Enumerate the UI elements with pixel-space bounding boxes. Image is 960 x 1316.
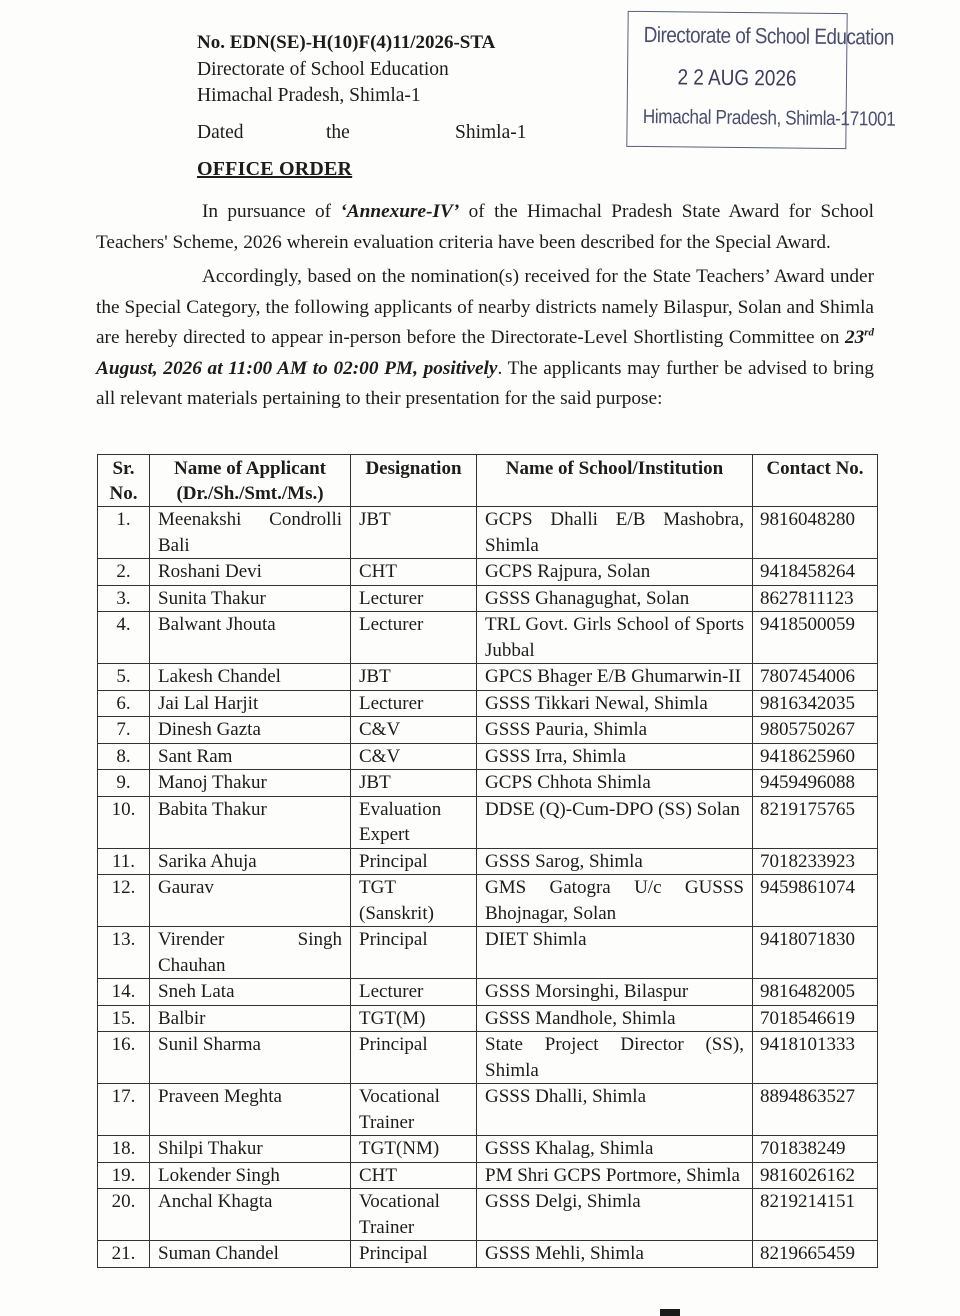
para1-post: of the Himachal Pradesh State Award for School Teachers' Scheme, 2026 wherein evaluation criteria have been described for the Special Award. bbox=[96, 201, 875, 253]
header-school: Name of School/Institution bbox=[477, 455, 753, 507]
table-row bbox=[98, 664, 878, 691]
name-cell: Anchal Khagta bbox=[150, 1189, 351, 1241]
table-body bbox=[98, 507, 878, 1268]
table-row bbox=[98, 1032, 878, 1084]
table-row bbox=[98, 979, 878, 1006]
sr-cell: 19. bbox=[98, 1162, 150, 1189]
contact-cell: 8894863527 bbox=[753, 1084, 878, 1136]
ink-mark bbox=[660, 1309, 680, 1316]
contact-cell: 9816482005 bbox=[753, 979, 878, 1006]
para1-annexure: ‘Annexure-IV’ bbox=[340, 201, 460, 222]
school-cell: PM Shri GCPS Portmore, Shimla bbox=[477, 1162, 753, 1189]
designation-cell: Vocational Trainer bbox=[351, 1084, 477, 1136]
paragraph-2 bbox=[96, 262, 874, 415]
contact-cell: 9418101333 bbox=[753, 1032, 878, 1084]
received-stamp bbox=[626, 11, 896, 149]
school-cell: GSSS Sarog, Shimla bbox=[477, 848, 753, 875]
contact-cell: 7018233923 bbox=[753, 848, 878, 875]
designation-cell: C&V bbox=[351, 717, 477, 744]
para1-pre: In pursuance of bbox=[202, 201, 341, 222]
designation-cell: Lecturer bbox=[351, 690, 477, 717]
table-row bbox=[98, 559, 878, 586]
contact-cell: 8219175765 bbox=[753, 796, 878, 848]
designation-cell: CHT bbox=[351, 1162, 477, 1189]
header-applicant-name: Name of Applicant (Dr./Sh./Smt./Ms.) bbox=[150, 455, 351, 507]
school-cell: TRL Govt. Girls School of Sports Jubbal bbox=[477, 612, 753, 664]
designation-cell: CHT bbox=[351, 559, 477, 586]
office-location: Himachal Pradesh, Shimla-1 bbox=[197, 85, 421, 106]
designation-cell: Vocational Trainer bbox=[351, 1189, 477, 1241]
school-cell: DDSE (Q)-Cum-DPO (SS) Solan bbox=[477, 796, 753, 848]
sr-cell: 12. bbox=[98, 875, 150, 927]
contact-cell: 701838249 bbox=[753, 1136, 878, 1163]
school-cell: GSSS Mehli, Shimla bbox=[477, 1241, 753, 1268]
contact-cell: 9418458264 bbox=[753, 559, 878, 586]
office-name: Directorate of School Education bbox=[197, 59, 449, 80]
sr-cell: 4. bbox=[98, 612, 150, 664]
school-cell: GCPS Rajpura, Solan bbox=[477, 559, 753, 586]
dated-place: Shimla-1 bbox=[455, 122, 527, 143]
contact-cell: 9418071830 bbox=[753, 927, 878, 979]
designation-cell: TGT(M) bbox=[351, 1005, 477, 1032]
sr-cell: 18. bbox=[98, 1136, 150, 1163]
header-designation: Designation bbox=[351, 455, 477, 507]
name-cell: Babita Thakur bbox=[150, 796, 351, 848]
name-cell: Praveen Meghta bbox=[150, 1084, 351, 1136]
designation-cell: Principal bbox=[351, 848, 477, 875]
table-row bbox=[98, 1084, 878, 1136]
name-cell: Meenakshi Condrolli Bali bbox=[150, 507, 351, 559]
designation-cell: JBT bbox=[351, 770, 477, 797]
table-row bbox=[98, 796, 878, 848]
contact-cell: 7018546619 bbox=[753, 1005, 878, 1032]
sr-cell: 20. bbox=[98, 1189, 150, 1241]
applicants-table bbox=[97, 454, 878, 1268]
school-cell: GSSS Mandhole, Shimla bbox=[477, 1005, 753, 1032]
sr-cell: 15. bbox=[98, 1005, 150, 1032]
table-row bbox=[98, 848, 878, 875]
designation-cell: Lecturer bbox=[351, 612, 477, 664]
sr-cell: 13. bbox=[98, 927, 150, 979]
paragraph-1 bbox=[96, 197, 874, 258]
contact-cell: 8219214151 bbox=[753, 1189, 878, 1241]
sr-cell: 2. bbox=[98, 559, 150, 586]
designation-cell: JBT bbox=[351, 507, 477, 559]
designation-cell: Lecturer bbox=[351, 585, 477, 612]
designation-cell: JBT bbox=[351, 664, 477, 691]
table-row bbox=[98, 717, 878, 744]
name-cell: Jai Lal Harjit bbox=[150, 690, 351, 717]
school-cell: State Project Director (SS), Shimla bbox=[477, 1032, 753, 1084]
school-cell: GSSS Ghanagughat, Solan bbox=[477, 585, 753, 612]
sr-cell: 5. bbox=[98, 664, 150, 691]
sr-cell: 8. bbox=[98, 743, 150, 770]
stamp-office: Directorate of School Education bbox=[643, 22, 894, 50]
designation-cell: Principal bbox=[351, 1241, 477, 1268]
para2-date-rest: August, 2026 at 11:00 AM to 02:00 PM, positively bbox=[96, 357, 498, 379]
table-row bbox=[98, 927, 878, 979]
school-cell: GSSS Morsinghi, Bilaspur bbox=[477, 979, 753, 1006]
contact-cell: 7807454006 bbox=[753, 664, 878, 691]
name-cell: Manoj Thakur bbox=[150, 770, 351, 797]
contact-cell: 8219665459 bbox=[753, 1241, 878, 1268]
name-cell: Lakesh Chandel bbox=[150, 664, 351, 691]
school-cell: GSSS Khalag, Shimla bbox=[477, 1136, 753, 1163]
school-cell: GSSS Delgi, Shimla bbox=[477, 1189, 753, 1241]
table-header-row bbox=[98, 455, 878, 507]
sr-cell: 7. bbox=[98, 717, 150, 744]
designation-cell: TGT(NM) bbox=[351, 1136, 477, 1163]
table-row bbox=[98, 1189, 878, 1241]
table-row bbox=[98, 1241, 878, 1268]
sr-cell: 14. bbox=[98, 979, 150, 1006]
table-row bbox=[98, 743, 878, 770]
dated-label: Dated bbox=[197, 122, 244, 143]
table-row bbox=[98, 875, 878, 927]
table-row bbox=[98, 507, 878, 559]
name-cell: Sunil Sharma bbox=[150, 1032, 351, 1084]
para2-date-sup: rd bbox=[864, 326, 874, 339]
name-cell: Sneh Lata bbox=[150, 979, 351, 1006]
school-cell: GCPS Dhalli E/B Mashobra, Shimla bbox=[477, 507, 753, 559]
name-cell: Suman Chandel bbox=[150, 1241, 351, 1268]
name-cell: Virender Singh Chauhan bbox=[150, 927, 351, 979]
table-row bbox=[98, 1162, 878, 1189]
contact-cell: 9816026162 bbox=[753, 1162, 878, 1189]
name-cell: Sunita Thakur bbox=[150, 585, 351, 612]
name-cell: Balbir bbox=[150, 1005, 351, 1032]
table-row bbox=[98, 1005, 878, 1032]
office-order-title: OFFICE ORDER bbox=[197, 158, 353, 180]
school-cell: GSSS Irra, Shimla bbox=[477, 743, 753, 770]
stamp-address: Himachal Pradesh, Shimla-171001 bbox=[642, 106, 896, 131]
designation-cell: Lecturer bbox=[351, 979, 477, 1006]
table-row bbox=[98, 585, 878, 612]
name-cell: Lokender Singh bbox=[150, 1162, 351, 1189]
school-cell: GPCS Bhager E/B Ghumarwin-II bbox=[477, 664, 753, 691]
contact-cell: 9816342035 bbox=[753, 690, 878, 717]
contact-cell: 8627811123 bbox=[753, 585, 878, 612]
sr-cell: 21. bbox=[98, 1241, 150, 1268]
school-cell: GSSS Tikkari Newal, Shimla bbox=[477, 690, 753, 717]
sr-cell: 17. bbox=[98, 1084, 150, 1136]
table-row bbox=[98, 1136, 878, 1163]
table-row bbox=[98, 690, 878, 717]
para2-pre: Accordingly, based on the nomination(s) received for the State Teachers’ Award under the Special Category, the following applicants of nearby districts namely Bilaspur, Solan and Shimla are hereby directed to appear in-person before the Directorate-Level Shortlisting Committee on bbox=[96, 266, 874, 348]
name-cell: Shilpi Thakur bbox=[150, 1136, 351, 1163]
name-cell: Dinesh Gazta bbox=[150, 717, 351, 744]
contact-cell: 9459496088 bbox=[753, 770, 878, 797]
designation-cell: Principal bbox=[351, 927, 477, 979]
school-cell: GSSS Pauria, Shimla bbox=[477, 717, 753, 744]
reference-number: No. EDN(SE)-H(10)F(4)11/2026-STA bbox=[197, 32, 496, 53]
name-cell: Sant Ram bbox=[150, 743, 351, 770]
sr-cell: 6. bbox=[98, 690, 150, 717]
name-cell: Balwant Jhouta bbox=[150, 612, 351, 664]
header-contact: Contact No. bbox=[753, 455, 878, 507]
contact-cell: 9418500059 bbox=[753, 612, 878, 664]
table-row bbox=[98, 612, 878, 664]
sr-cell: 10. bbox=[98, 796, 150, 848]
sr-cell: 16. bbox=[98, 1032, 150, 1084]
designation-cell: Principal bbox=[351, 1032, 477, 1084]
designation-cell: Evaluation Expert bbox=[351, 796, 477, 848]
para2-post: . The applicants may further be advised to bring all relevant materials pertaining to their presentation for the said purpose: bbox=[96, 357, 874, 409]
school-cell: GMS Gatogra U/c GUSSS Bhojnagar, Solan bbox=[477, 875, 753, 927]
table-row bbox=[98, 770, 878, 797]
school-cell: GSSS Dhalli, Shimla bbox=[477, 1084, 753, 1136]
sr-cell: 9. bbox=[98, 770, 150, 797]
name-cell: Sarika Ahuja bbox=[150, 848, 351, 875]
designation-cell: C&V bbox=[351, 743, 477, 770]
sr-cell: 3. bbox=[98, 585, 150, 612]
header-sr-no: Sr. No. bbox=[98, 455, 150, 507]
designation-cell: TGT (Sanskrit) bbox=[351, 875, 477, 927]
school-cell: DIET Shimla bbox=[477, 927, 753, 979]
dated-the: the bbox=[326, 122, 350, 143]
contact-cell: 9816048280 bbox=[753, 507, 878, 559]
contact-cell: 9805750267 bbox=[753, 717, 878, 744]
sr-cell: 1. bbox=[98, 507, 150, 559]
contact-cell: 9459861074 bbox=[753, 875, 878, 927]
stamp-date: 2 2 AUG 2026 bbox=[677, 64, 797, 91]
school-cell: GCPS Chhota Shimla bbox=[477, 770, 753, 797]
sr-cell: 11. bbox=[98, 848, 150, 875]
name-cell: Gaurav bbox=[150, 875, 351, 927]
para2-date-num: 23 bbox=[844, 327, 865, 348]
name-cell: Roshani Devi bbox=[150, 559, 351, 586]
contact-cell: 9418625960 bbox=[753, 743, 878, 770]
